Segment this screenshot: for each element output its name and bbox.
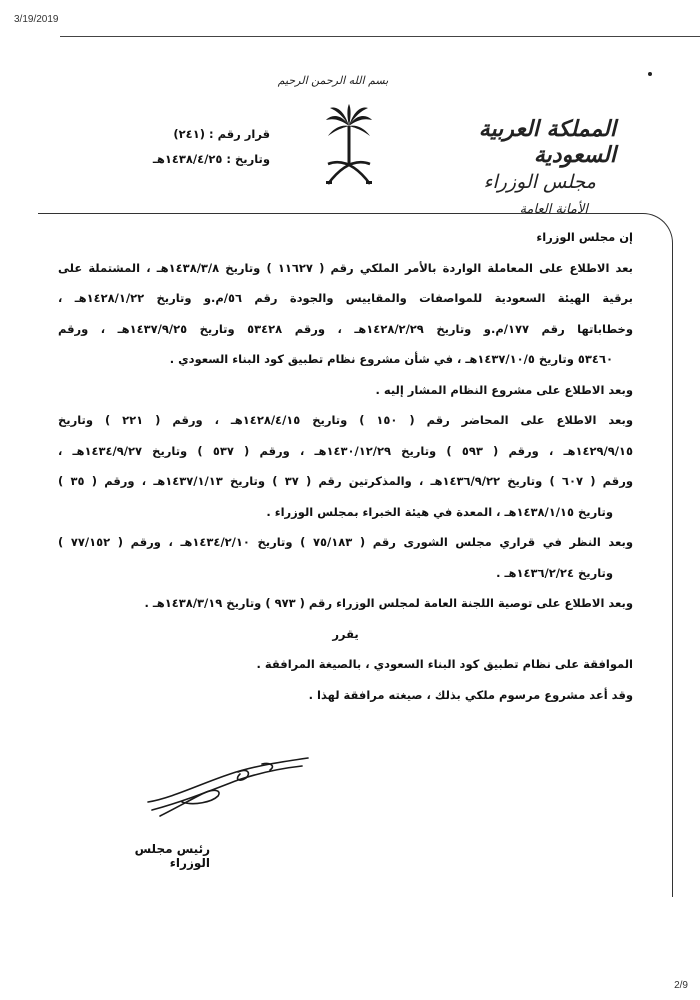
page-number: 2/9 — [674, 980, 688, 991]
resolution-heading: يقرر — [332, 626, 359, 641]
body-line: وبعد الاطلاع على توصية اللجنة العامة لمجلس الوزراء رقم ( ٩٧٣ ) وتاريخ ١٤٣٨/٣/١٩هـ . — [144, 596, 633, 610]
kingdom-name: المملكة العربية السعودية — [478, 116, 616, 168]
council-name: مجلس الوزراء — [483, 171, 596, 193]
ink-speck — [648, 72, 652, 76]
body-line: برقية الهيئة السعودية للمواصفات والمقاييس والجودة رقم ٥٦/م.و وتاريخ ١٤٢٨/١/٢٢هـ ، — [58, 291, 633, 305]
body-line: ورقم ( ٦٠٧ ) وتاريخ ١٤٣٦/٩/٢٢هـ ، والمذكرتين رقم ( ٣٧ ) وتاريخ ١٤٣٧/١/١٣هـ ، ورقم ( ٣٥ ) — [58, 474, 633, 488]
body-line: ١٤٢٩/٩/١٥هـ ، ورقم ( ٥٩٣ ) وتاريخ ١٤٣٠/١٢/٢٩هـ ، ورقم ( ٥٣٧ ) وتاريخ ١٤٣٤/٩/٢٧هـ ، — [58, 443, 633, 458]
body-line: وبعد النظر في قراري مجلس الشورى رقم ( ٧٥/١٨٣ ) وتاريخ ١٤٣٤/٢/١٠هـ ، ورقم ( ٧٧/١٥٢ ) — [58, 535, 633, 549]
palm-swords-emblem-icon — [324, 104, 374, 188]
body-line: الموافقة على نظام تطبيق كود البناء السعودي ، بالصيغة المرافقة . — [256, 657, 633, 671]
signer-title: رئيس مجلس الوزراء — [134, 842, 210, 870]
decision-date: وتاريخ : ١٤٣٨/٤/٢٥هـ — [152, 152, 270, 166]
body-line: وبعد الاطلاع على مشروع النظام المشار إليه . — [375, 382, 633, 397]
body-line: وبعد الاطلاع على المحاضر رقم ( ١٥٠ ) وتاريخ ١٤٢٨/٤/١٥هـ ، ورقم ( ٢٢١ ) وتاريخ — [58, 413, 634, 427]
body-line: وخطاباتها رقم ١٧٧/م.و وتاريخ ١٤٢٨/٢/٢٩هـ ، ورقم ٥٣٤٢٨ وتاريخ ١٤٣٧/٩/٢٥هـ ، ورقم — [58, 321, 633, 336]
decree-body — [58, 222, 633, 710]
body-line: وتاريخ ١٤٣٦/٢/٢٤هـ . — [496, 565, 613, 580]
basmala: بسم الله الرحمن الرحيم — [277, 74, 389, 87]
handwritten-signature — [142, 750, 312, 820]
body-line: ٥٣٤٦٠ وتاريخ ١٤٣٧/١٠/٥هـ ، في شأن مشروع نظام تطبيق كود البناء السعودي . — [169, 352, 613, 366]
body-line: وقد أعد مشروع مرسوم ملكي بذلك ، صيغته مرافقة لهذا . — [308, 687, 633, 702]
body-line: بعد الاطلاع على المعاملة الواردة بالأمر الملكي رقم ( ١١٦٢٧ ) وتاريخ ١٤٣٨/٣/٨هـ ، المشتملة على — [58, 260, 633, 275]
top-rule — [60, 36, 700, 37]
secretariat-name: الأمانة العامة — [519, 202, 588, 217]
body-line: وتاريخ ١٤٣٨/١/١٥هـ ، المعدة في هيئة الخبراء بمجلس الوزراء . — [266, 504, 613, 519]
decision-number: قرار رقم : (٢٤١) — [173, 127, 270, 141]
decision-info — [120, 122, 270, 172]
body-line-opening: إن مجلس الوزراء — [536, 230, 633, 244]
print-date: 3/19/2019 — [14, 14, 59, 25]
kingdom-header — [406, 116, 616, 224]
